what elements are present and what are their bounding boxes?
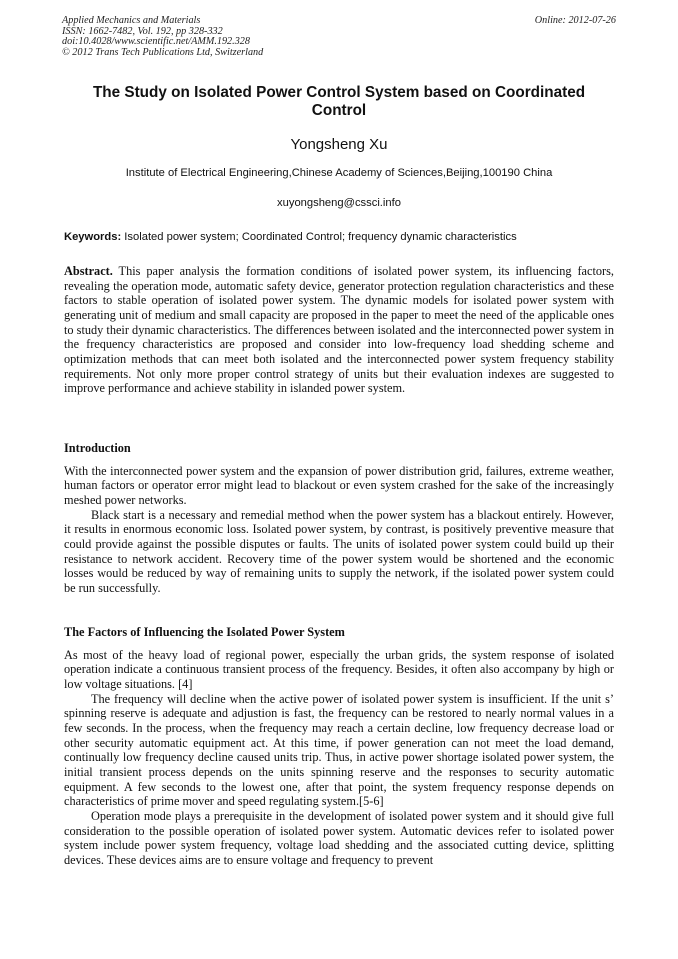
journal-name: Applied Mechanics and Materials (62, 15, 201, 26)
author-email: xuyongsheng@cssci.info (277, 197, 401, 209)
paragraph: Operation mode plays a prerequisite in the development of isolated power system and it should give full consideration to the possible operation of isolated power system. Automatic devices refer to isolated power system include power system frequency, voltage load shedding and the associated cutting device, splitting devices. These devices aims are to ensure voltage and frequency to prevent (64, 808, 614, 867)
abstract-text: This paper analysis the formation conditions of isolated power system, its influencing factors, revealing the operation mode, automatic safety device, generator protection regulation characteristics and these factors to stable operation of isolated power system. The dynamic models for isolated power system with generating unit of medium and small capacity are proposed in the paper to meet the need of the applicable ones to study their dynamic characteristics. The differences between isolated and the interconnected power system in the frequency characteristics are proposed and consider into low-frequency load shedding scheme and optimization methods that can meet both isolated and the interconnected power system frequency stability requirements. Not only more proper control strategy of units but their evaluation indexes are suggested to improve performance and achieve stability in islanded power system. (64, 264, 614, 396)
copyright-line: © 2012 Trans Tech Publications Ltd, Switzerland (62, 46, 264, 58)
abstract (64, 264, 614, 396)
journal-header (62, 16, 616, 58)
section-heading: The Factors of Influencing the Isolated Power System (64, 625, 345, 639)
issn-line: ISSN: 1662-7482, Vol. 192, pp 328-332 (62, 25, 223, 37)
paper-title: The Study on Isolated Power Control System based on Coordinated Control (92, 84, 586, 119)
paragraph: Black start is a necessary and remedial method when the power system has a blackout entirely. However, it results in enormous economic loss. Isolated power system, by contrast, is positively preventive measure that could provide against the possible disputes or faults. The units of isolated power system could build up their resistance to network accident. Recovery time of the power system would be shortened and the economic losses would be reduced by way of remaining units to supply the network, if the isolated power system could be run successfully. (64, 507, 614, 595)
section-heading: Introduction (64, 441, 131, 455)
online-date: Online: 2012-07-26 (534, 15, 616, 26)
keywords-text: Isolated power system; Coordinated Control; frequency dynamic characteristics (121, 231, 517, 243)
abstract-label: Abstract. (64, 264, 113, 278)
keywords-label: Keywords: (64, 231, 122, 243)
doi-line: doi:10.4028/www.scientific.net/AMM.192.328 (62, 36, 250, 48)
paragraph: The frequency will decline when the active power of isolated power system is insufficient. If the unit s’ spinning reserve is adequate and adjustion is fast, the frequency can be restored to nearly normal values in a few seconds. In the process, when the frequency may reach a certain decline, low frequency decrease load or other security automatic equipment act. At this time, if power generation can not meet the load demand, continually low frequency decline caused units trip. Thus, in active power shortage isolated power system, the initial transient process depends on the units spinning reserve and the responses to security automatic equipment. A few seconds to the lowest one, after that point, the system frequency response depends on characteristics of prime mover and speed regulating system.[5-6] (64, 691, 614, 809)
keywords (64, 231, 614, 243)
affiliation: Institute of Electrical Engineering,Chinese Academy of Sciences,Beijing,100190 China (125, 167, 553, 179)
author-name: Yongsheng Xu (290, 136, 388, 153)
paragraph: As most of the heavy load of regional power, especially the urban grids, the system response of isolated operation indicate a continuous transient process of the frequency. Besides, it often also accompany by high or low voltage situations. [4] (64, 647, 614, 691)
introduction-section (64, 441, 614, 596)
paragraph: With the interconnected power system and the expansion of power distribution grid, failures, extreme weather, human factors or operator error might lead to blackout or even system crashed for the sake of the increasingly meshed power networks. (64, 463, 614, 507)
factors-section (64, 625, 614, 868)
